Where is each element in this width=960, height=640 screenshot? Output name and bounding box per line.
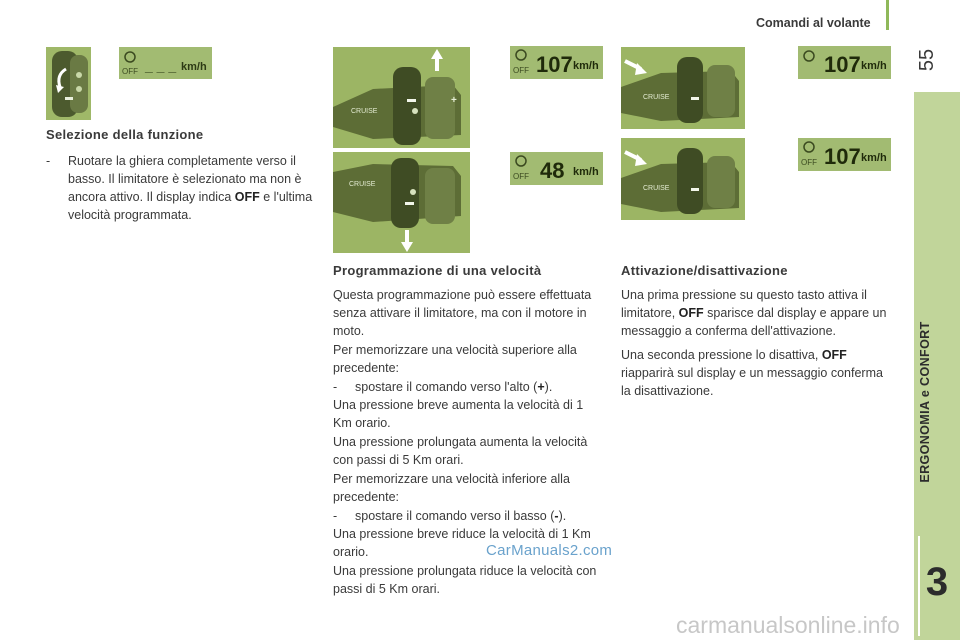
lcd-display-107-off-2 (798, 138, 891, 171)
lcd-display-107-off (510, 46, 603, 79)
bold-off-label: OFF (821, 348, 847, 362)
lcd-display-48-off (510, 152, 603, 185)
lcd-off-text: OFF (513, 172, 529, 181)
bullet-dash: - (333, 509, 338, 523)
svg-text:CRUISE: CRUISE (643, 185, 670, 192)
section-heading-attivazione: Attivazione/disattivazione (621, 263, 788, 278)
paragraph: Questa programmazione può essere effettuata senza attivare il limitatore, ma con il motore in moto. (333, 288, 592, 338)
paragraph: Una pressione prolungata aumenta la velocità con passi di 5 Km orari. (333, 435, 588, 467)
text-run: e l'ultima velocità programmata. (68, 190, 313, 222)
lcd-unit: km/h (861, 60, 887, 72)
paragraph: Una pressione breve riduce la velocità di 1 Km orario. (333, 527, 591, 559)
stalk-button-deactivate-photo (621, 138, 745, 220)
text-run: ). (558, 509, 567, 523)
watermark-carmanualsonline[interactable]: carmanualsonline.info (676, 612, 900, 638)
running-header: Comandi al volante (756, 16, 871, 30)
paragraph (621, 286, 895, 340)
list-item (333, 507, 605, 525)
lcd-speed-value: 107 (536, 52, 573, 77)
lcd-display-107 (798, 46, 891, 79)
speed-limiter-icon (516, 156, 526, 166)
list-item-text (68, 152, 316, 224)
speed-limiter-icon (516, 50, 526, 60)
chapter-divider (918, 536, 920, 636)
text-run: spostare il comando verso il basso ( (355, 509, 555, 523)
list-item (46, 152, 316, 224)
stalk-ring-photo (46, 47, 91, 120)
speed-limiter-icon (125, 52, 135, 62)
bold-off-label: OFF (234, 190, 260, 204)
paragraph: Per memorizzare una velocità inferiore alla precedente: (333, 472, 570, 504)
text-run: ). (544, 380, 553, 394)
text-run: Una seconda pressione lo disattiva, (621, 348, 822, 362)
lcd-speed-value: 107 (824, 144, 861, 169)
speed-limiter-icon (804, 51, 814, 61)
bold-minus: - (554, 509, 559, 523)
text-run: Ruotare la ghiera completamente verso il basso. Il limitatore è selezionato ma non è ancora attivo. Il display indica (68, 154, 302, 204)
stalk-illustration (46, 47, 91, 120)
stalk-button-activate-photo (621, 47, 745, 129)
text-run: Una prima pressione su questo tasto attiva il limitatore, (621, 288, 867, 320)
lcd-unit: km/h (573, 166, 599, 178)
svg-text:+: + (451, 95, 457, 106)
lcd-unit: km/h (181, 61, 207, 73)
text-run: sparisce dal display e appare un messaggio a conferma dell'attivazione. (621, 306, 887, 338)
paragraph: Una pressione prolungata riduce la velocità con passi di 5 Km orari. (333, 564, 597, 596)
paragraph (621, 346, 895, 400)
bold-plus: + (537, 380, 545, 394)
lcd-dashes: _ _ _ (145, 58, 177, 74)
lcd-unit: km/h (573, 60, 599, 72)
section-body-selezione (46, 152, 316, 224)
stalk-down-photo (333, 152, 470, 253)
header-divider (886, 0, 889, 30)
svg-text:CRUISE: CRUISE (643, 94, 670, 101)
speed-limiter-icon (804, 142, 814, 152)
lcd-display-off-dashes (119, 47, 212, 79)
page-number: 55 (916, 48, 938, 72)
chapter-number: 3 (925, 560, 949, 604)
list-item (333, 378, 605, 396)
bold-off-label: OFF (678, 306, 704, 320)
stalk-up-photo (333, 47, 470, 148)
bullet-dash: - (46, 154, 51, 168)
lcd-speed-value: 48 (540, 158, 565, 183)
lcd-off-text: OFF (122, 67, 138, 76)
paragraph: Una pressione breve aumenta la velocità di 1 Km orario. (333, 398, 584, 430)
bullet-dash: - (333, 380, 338, 394)
watermark-carmanuals[interactable]: CarManuals2.com (486, 542, 613, 559)
text-run: spostare il comando verso l'alto ( (355, 380, 538, 394)
list-item-text (355, 378, 552, 396)
section-body-attivazione (621, 286, 895, 401)
svg-text:CRUISE: CRUISE (349, 181, 376, 188)
svg-text:CRUISE: CRUISE (351, 108, 378, 115)
paragraph: Per memorizzare una velocità superiore alla precedente: (333, 343, 577, 375)
text-run: riapparirà sul display e un messaggio conferma la disattivazione. (621, 366, 883, 398)
lcd-speed-value: 107 (824, 52, 861, 77)
chapter-label: ERGONOMIA e CONFORT (918, 321, 932, 483)
list-item-text (355, 507, 566, 525)
section-heading-programmazione: Programmazione di una velocità (333, 263, 542, 278)
lcd-unit: km/h (861, 152, 887, 164)
lcd-off-text: OFF (801, 158, 817, 167)
section-heading-selezione: Selezione della funzione (46, 127, 204, 142)
lcd-off-text: OFF (513, 66, 529, 75)
